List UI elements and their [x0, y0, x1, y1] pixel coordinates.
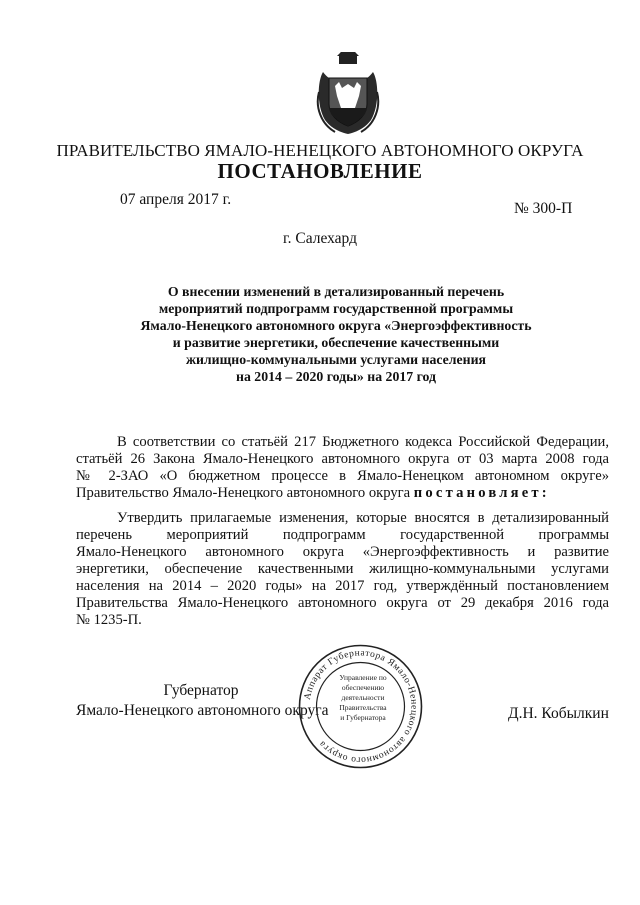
paragraph-line: Правительства Ямало-Ненецкого автономного округа от 29 декабря 2016 года: [76, 595, 609, 611]
position-line: Ямало-Ненецкого автономного округа: [76, 702, 329, 719]
decree-word: постановляет:: [413, 485, 550, 501]
paragraph-line: Ямало-Ненецкого автономного округа «Энергоэффективность и развитие: [76, 544, 609, 560]
signatory-name: Д.Н. Кобылкин: [508, 705, 609, 722]
seal-line: Правительства: [339, 703, 387, 712]
seal-line: Управление по: [339, 673, 387, 682]
paragraph-line: статьёй 26 Закона Ямало-Ненецкого автономного округа от 03 марта 2008 года: [76, 451, 609, 467]
document-title: [110, 283, 562, 385]
seal-line: обеспечению: [341, 683, 385, 692]
coat-of-arms-icon: [315, 52, 381, 136]
government-name: Правительство Ямало-Ненецкого автономного округа: [76, 485, 411, 501]
paragraph-line: [76, 485, 609, 502]
seal-line: и Губернатора: [340, 713, 386, 722]
organization-name: ПРАВИТЕЛЬСТВО ЯМАЛО-НЕНЕЦКОГО АВТОНОМНОГО ОКРУГА: [56, 141, 584, 160]
paragraph-line: энергетики, обеспечение качественными жилищно-коммунальными услугами: [76, 561, 609, 577]
seal-inner-text: [332, 673, 394, 723]
paragraph-line: населения на 2014 – 2020 годы» на 2017 год, утверждённый постановлением: [76, 578, 609, 594]
document-date: 07 апреля 2017 г.: [120, 191, 232, 208]
title-line: Ямало-Ненецкого автономного округа «Энергоэффективность: [140, 318, 532, 333]
document-city: г. Салехард: [283, 230, 357, 247]
title-line: на 2014 – 2020 годы» на 2017 год: [236, 369, 436, 384]
document-number: № 300-П: [514, 200, 573, 217]
paragraph-line: перечень мероприятий подпрограмм государственной программы: [76, 527, 609, 543]
signatory-position: [76, 681, 329, 721]
paragraph-line: В соответствии со статьёй 217 Бюджетного кодекса Российской Федерации,: [117, 434, 609, 450]
paragraph-line: № 1235-П.: [76, 612, 142, 628]
seal-ring-text: Аппарат Губернатора Ямало-Ненецкого автономного округа: [302, 648, 419, 765]
title-line: мероприятий подпрограмм государственной программы: [158, 301, 514, 316]
seal-line: деятельности: [341, 693, 385, 702]
paragraph-line: № 2-ЗАО «О бюджетном процессе в Ямало-Ненецком автономном округе»: [76, 468, 609, 484]
position-line: Губернатор: [163, 682, 239, 699]
title-line: жилищно-коммунальными услугами населения: [185, 352, 487, 367]
resolution-paragraph: [76, 510, 609, 629]
document-type: ПОСТАНОВЛЕНИЕ: [217, 159, 423, 183]
title-line: О внесении изменений в детализированный перечень: [167, 284, 505, 299]
paragraph-line: Утвердить прилагаемые изменения, которые вносятся в детализированный: [117, 510, 609, 526]
title-line: и развитие энергетики, обеспечение качественными: [172, 335, 500, 350]
preamble-paragraph: [76, 434, 609, 502]
